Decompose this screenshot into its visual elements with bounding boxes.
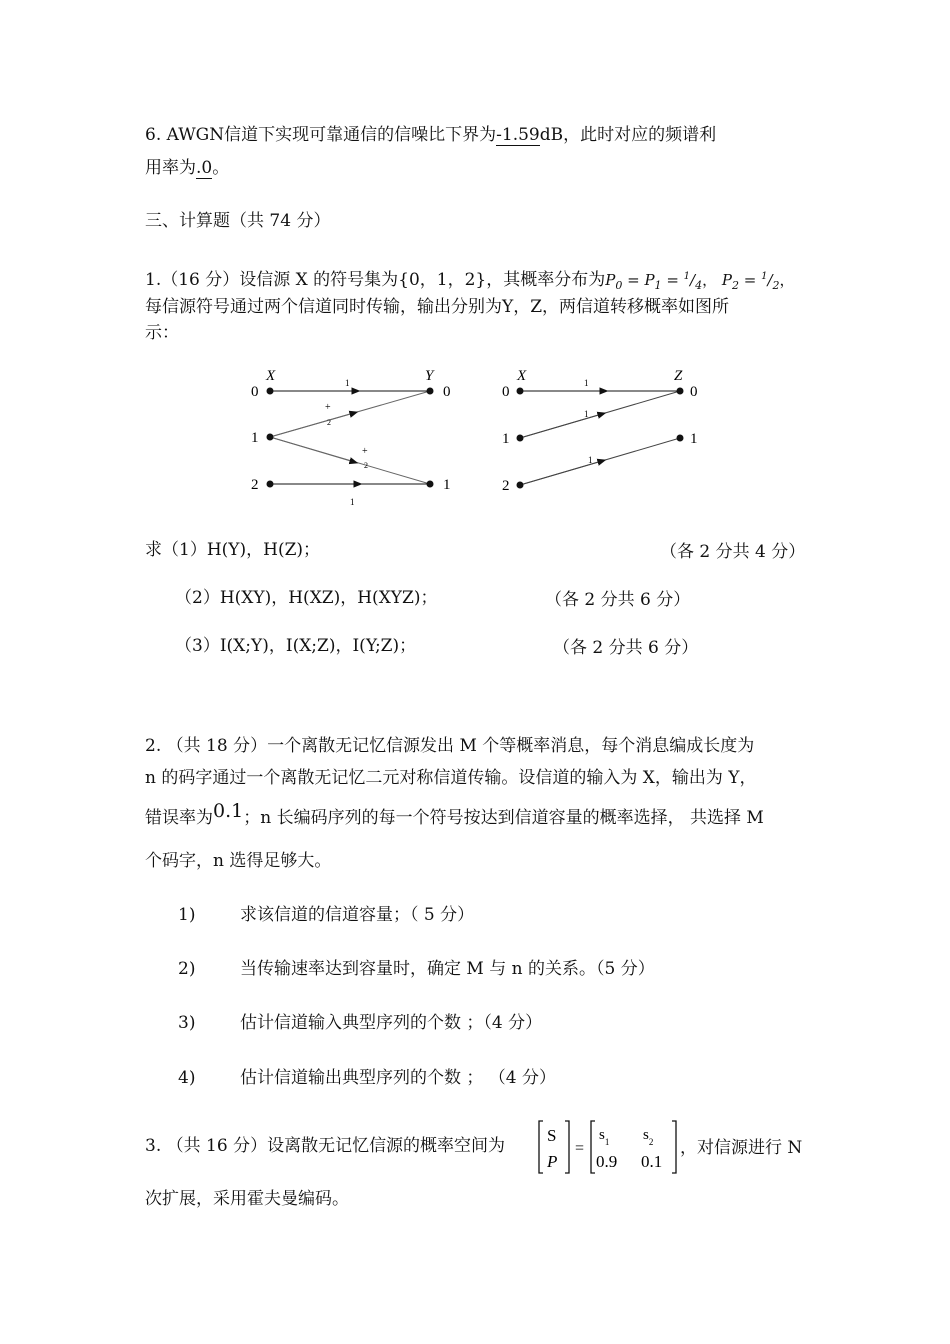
p1-intro-line2: 每信源符号通过两个信道同时传输，输出分别为Y，Z，两信道转移概率如图所 <box>145 297 730 317</box>
p1-intro-a: 1.（16 分）设信源 X 的符号集为{0，1，2}，其概率分布为 <box>145 270 606 290</box>
p1-ask-3-score: （各 2 分共 6 分） <box>553 638 699 658</box>
right-edge-label-0: 1 <box>584 378 589 388</box>
right-output-label: Z <box>674 368 683 384</box>
p3-line1-b: ，对信源进行 N <box>680 1138 803 1158</box>
matrix-01: 0.1 <box>641 1152 663 1171</box>
left-edge-label-2: + <box>362 446 368 457</box>
matrix-s1: $s_1$ <box>599 1127 610 1147</box>
channel-diagram <box>0 362 950 512</box>
p3-line1 <box>145 1133 505 1159</box>
p2-item-2-num: 2) <box>178 959 196 979</box>
p2-item-1-text: 求该信道的信道容量；（ 5 分） <box>240 905 475 925</box>
p2-item-3-text: 估计信道输入典型序列的个数 ；（4 分） <box>240 1013 543 1033</box>
right-input-label: X <box>517 368 527 384</box>
p2-line1: 2. （共 18 分）一个离散无记忆信源发出 M 个等概率消息，每个消息编成长度为 <box>145 736 755 756</box>
q6-blank-efficiency: .0 <box>196 158 213 178</box>
p2-error-rate: 0.1 <box>213 800 244 822</box>
left-output-1: 1 <box>443 477 451 493</box>
p2-item-4-num: 4) <box>178 1068 196 1088</box>
left-input-label: X <box>266 368 276 384</box>
q6-line2 <box>145 155 229 181</box>
channel-y <box>251 368 451 507</box>
right-edge-label-1: 1 <box>584 409 589 419</box>
matrix-s2: $s_2$ <box>643 1127 654 1147</box>
matrix-s: S <box>547 1126 557 1145</box>
p2-line4: 个码字，n 选得足够大。 <box>145 851 332 871</box>
left-input-1: 1 <box>251 430 259 446</box>
p2-line3 <box>145 800 764 831</box>
p2-item-2-text: 当传输速率达到容量时，确定 M 与 n 的关系。（5 分） <box>240 959 655 979</box>
p1-ask-1: 求（1）H(Y)，H(Z)； <box>145 540 321 560</box>
right-node-z0 <box>677 388 684 395</box>
right-node-x1 <box>517 435 524 442</box>
svg-text:2: 2 <box>364 461 368 470</box>
left-node-x0 <box>267 388 274 395</box>
svg-text:2: 2 <box>327 418 331 427</box>
left-input-2: 2 <box>251 477 259 493</box>
section-heading: 三、计算题（共 74 分） <box>145 211 331 231</box>
right-node-x2 <box>517 482 524 489</box>
p2-item-1-num: 1) <box>178 905 196 925</box>
right-input-2: 2 <box>502 478 510 494</box>
p3-line1-a: 3. （共 16 分）设离散无记忆信源的概率空间为 <box>145 1136 506 1156</box>
p2-line2: n 的码字通过一个离散无记忆二元对称信道传输。设信道的输入为 X，输出为 Y， <box>145 768 757 788</box>
left-edge-label-3: 1 <box>350 497 355 507</box>
q6-blank-snr: -1.59 <box>496 125 540 145</box>
left-input-0: 0 <box>251 384 259 400</box>
probability-space-matrix <box>537 1119 679 1175</box>
p1-ask-2-score: （各 2 分共 6 分） <box>545 590 691 610</box>
matrix-09: 0.9 <box>596 1152 618 1171</box>
left-edge-label-0: 1 <box>345 378 350 388</box>
right-edge-label-2: 1 <box>588 455 593 465</box>
right-node-z1 <box>677 435 684 442</box>
q6-line1 <box>145 122 716 148</box>
channel-z <box>502 368 698 494</box>
left-node-y1 <box>427 481 434 488</box>
p1-probabilities: $P_0 = P_1 = ^1/_4$， $P_2 = ^1/_2$， <box>605 271 795 292</box>
q6-prefix: 6. AWGN信道下实现可靠通信的信噪比下界为 <box>145 125 497 145</box>
p3-line2: 次扩展，采用霍夫曼编码。 <box>145 1189 349 1209</box>
left-node-x1 <box>267 434 274 441</box>
right-output-0: 0 <box>690 384 698 400</box>
left-edge-label-1: + <box>325 402 331 413</box>
q6-line2-prefix: 用率为 <box>145 158 196 178</box>
p1-ask-1-score: （各 2 分共 4 分） <box>660 542 806 562</box>
svg-text:=: = <box>575 1140 585 1157</box>
left-output-0: 0 <box>443 384 451 400</box>
q6-mid: dB，此时对应的频谱利 <box>539 125 717 145</box>
p1-intro-line3: 示： <box>145 323 179 343</box>
left-output-label: Y <box>425 368 434 384</box>
p1-ask-3: （3）I(X;Y)，I(X;Z)，I(Y;Z)； <box>175 636 417 656</box>
left-node-y0 <box>427 388 434 395</box>
left-node-x2 <box>267 481 274 488</box>
p2-line3-a: 错误率为 <box>145 808 213 828</box>
p1-ask-2: （2）H(XY)，H(XZ)，H(XYZ)； <box>175 588 438 608</box>
right-output-1: 1 <box>690 431 698 447</box>
p2-line3-b: ；n 长编码序列的每一个符号按达到信道容量的概率选择， 共选择 M <box>243 808 764 828</box>
q6-line2-suffix: 。 <box>212 158 230 178</box>
right-input-0: 0 <box>502 384 510 400</box>
p2-item-4-text: 估计信道输出典型序列的个数 ； （4 分） <box>240 1068 557 1088</box>
matrix-p: P <box>547 1152 558 1171</box>
right-input-1: 1 <box>502 431 510 447</box>
right-node-x0 <box>517 388 524 395</box>
p2-item-3-num: 3) <box>178 1013 196 1033</box>
